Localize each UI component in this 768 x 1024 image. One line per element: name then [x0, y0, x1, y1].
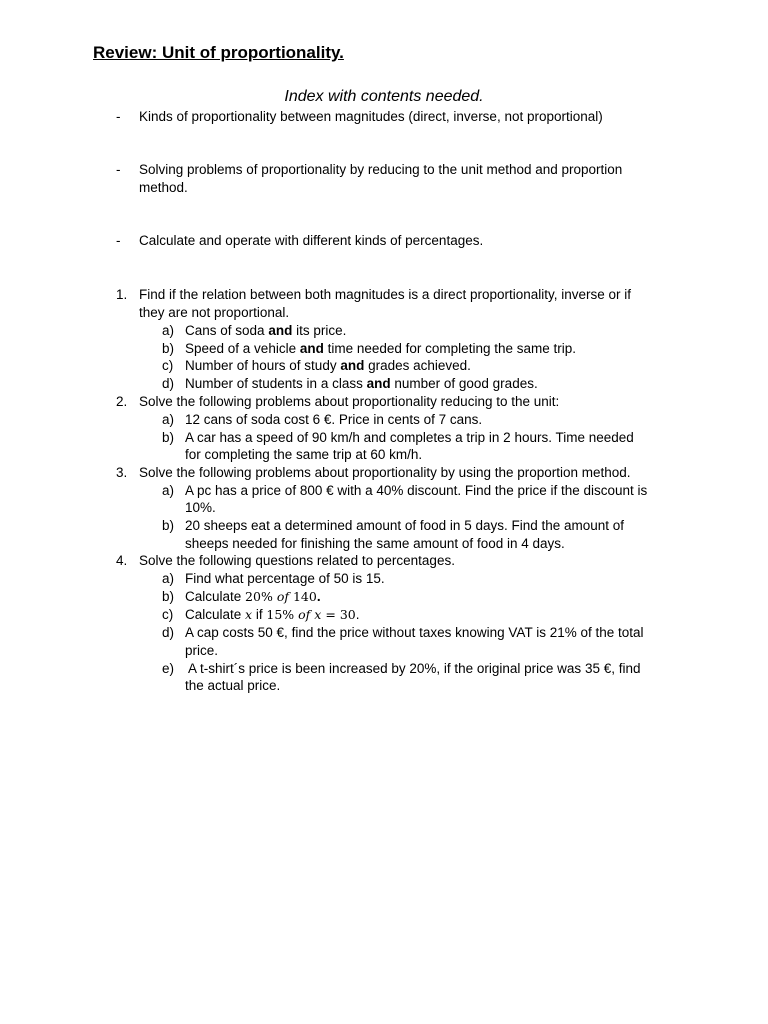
item-marker: c) — [162, 607, 174, 622]
item-marker: e) — [162, 661, 175, 676]
question-4-item-d-cont: price. — [185, 643, 219, 658]
question-number: 4. — [116, 553, 128, 568]
item-marker: b) — [162, 518, 175, 533]
question-4-item-c: Calculate x if 15% of x = 30. — [185, 607, 360, 622]
question-2-item-b: A car has a speed of 90 km/h and completes a trip in 2 hours. Time needed — [185, 430, 634, 445]
question-number: 1. — [116, 287, 128, 302]
item-marker: a) — [162, 571, 175, 586]
question-4-item-b: Calculate 20% of 140. — [185, 589, 321, 604]
question-1-item-a: Cans of soda and its price. — [185, 323, 347, 338]
question-1-item-c: Number of hours of study and grades achieved. — [185, 358, 471, 373]
question-3-item-b: 20 sheeps eat a determined amount of food in 5 days. Find the amount of — [185, 518, 625, 533]
item-marker: b) — [162, 589, 175, 604]
question-4-item-e: A t-shirt´s price is been increased by 20%, if the original price was 35 €, find — [185, 661, 641, 676]
index-item-percentages: Calculate and operate with different kinds of percentages. — [139, 233, 484, 248]
question-3-item-a: A pc has a price of 800 € with a 40% discount. Find the price if the discount is — [185, 483, 648, 498]
index-marker: - — [116, 109, 121, 124]
question-2-item-b-cont: for completing the same trip at 60 km/h. — [185, 447, 423, 462]
item-marker: a) — [162, 323, 175, 338]
question-4-item-d: A cap costs 50 €, find the price without taxes knowing VAT is 21% of the total — [185, 625, 644, 640]
question-4-text: Solve the following questions related to percentages. — [139, 553, 455, 568]
question-4-item-a: Find what percentage of 50 is 15. — [185, 571, 385, 586]
question-1-item-d: Number of students in a class and number of good grades. — [185, 376, 538, 391]
index-item-solving-cont: method. — [139, 180, 188, 195]
index-marker: - — [116, 233, 121, 248]
item-marker: d) — [162, 625, 175, 640]
question-3-item-b-cont: sheeps needed for finishing the same amount of food in 4 days. — [185, 536, 565, 551]
question-number: 2. — [116, 394, 128, 409]
question-2-text: Solve the following problems about proportionality reducing to the unit: — [139, 394, 560, 409]
page-title: Review: Unit of proportionality. — [93, 43, 344, 62]
question-2-item-a: 12 cans of soda cost 6 €. Price in cents of 7 cans. — [185, 412, 483, 427]
index-item-kinds: Kinds of proportionality between magnitudes (direct, inverse, not proportional) — [139, 109, 603, 124]
item-marker: d) — [162, 376, 175, 391]
index-item-solving: Solving problems of proportionality by reducing to the unit method and proportion — [139, 162, 623, 177]
page-subtitle: Index with contents needed. — [284, 88, 484, 105]
question-1-text: Find if the relation between both magnitudes is a direct proportionality, inverse or if — [139, 287, 632, 302]
item-marker: a) — [162, 412, 175, 427]
question-1-item-b: Speed of a vehicle and time needed for completing the same trip. — [185, 341, 576, 356]
item-marker: b) — [162, 341, 175, 356]
question-4-item-e-cont: the actual price. — [185, 678, 281, 693]
question-number: 3. — [116, 465, 128, 480]
item-marker: a) — [162, 483, 175, 498]
item-marker: b) — [162, 430, 175, 445]
index-marker: - — [116, 162, 121, 177]
question-3-text: Solve the following problems about proportionality by using the proportion method. — [139, 465, 631, 480]
item-marker: c) — [162, 358, 174, 373]
question-1-text-cont: they are not proportional. — [139, 305, 290, 320]
question-3-item-a-cont: 10%. — [185, 500, 216, 515]
